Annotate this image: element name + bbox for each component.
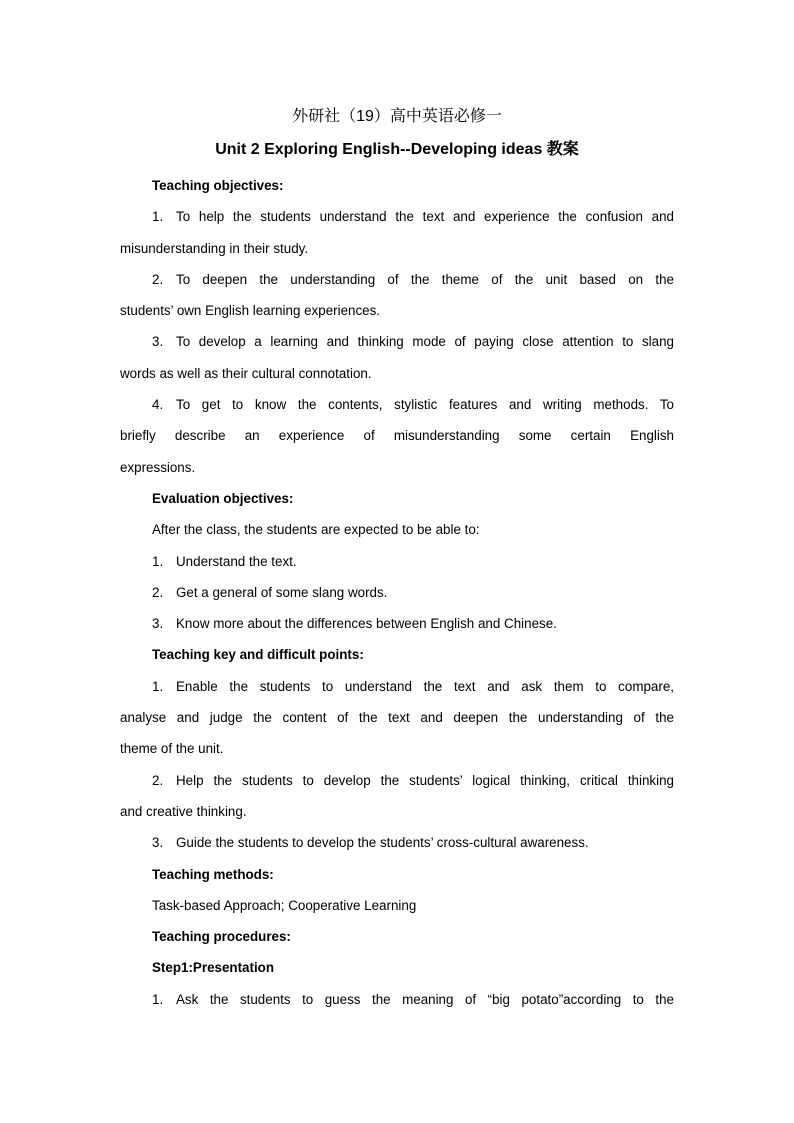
list-number: 3. [152, 334, 164, 350]
list-number: 3. [152, 616, 164, 632]
key-point-2-line-2: and creative thinking. [120, 803, 247, 819]
key-point-text: Guide the students to develop the students’ cross-cultural awareness. [176, 835, 589, 851]
teaching-methods-text: Task-based Approach; Cooperative Learning [152, 897, 417, 913]
objective-text: To get to know the contents, stylistic features and writing methods. To [176, 397, 674, 413]
list-number: 3. [152, 835, 164, 851]
document-page [120, 104, 674, 1015]
list-number: 1. [152, 209, 164, 225]
step1-heading: Step1:Presentation [152, 960, 275, 976]
evaluation-text: Know more about the differences between English and Chinese. [176, 616, 557, 632]
procedure-item-1-line-1 [120, 984, 674, 1015]
objective-2-line-2: students’ own English learning experiences. [120, 303, 381, 319]
key-points-heading: Teaching key and difficult points: [152, 647, 364, 663]
key-point-3-line-1 [120, 827, 674, 858]
list-number: 1. [152, 553, 164, 569]
teaching-objectives-heading: Teaching objectives: [152, 178, 284, 193]
document-subtitle: Unit 2 Exploring English--Developing ideas 教案 [215, 141, 579, 158]
objective-1-line-1 [120, 201, 674, 232]
list-number: 2. [152, 271, 164, 287]
key-point-text: Help the students to develop the students’ logical thinking, critical thinking [176, 772, 674, 788]
objective-3-line-2: words as well as their cultural connotation. [120, 365, 372, 381]
list-number: 1. [152, 991, 164, 1007]
objective-text: To help the students understand the text and experience the confusion and [176, 209, 674, 225]
teaching-methods-heading: Teaching methods: [152, 866, 274, 882]
objective-4-line-3: expressions. [120, 459, 196, 475]
key-point-1-line-1 [120, 671, 674, 702]
evaluation-item-3 [120, 608, 674, 639]
list-number: 1. [152, 678, 164, 694]
key-point-1-line-3: theme of the unit. [120, 741, 224, 757]
teaching-procedures-heading: Teaching procedures: [152, 929, 291, 945]
objective-text: To deepen the understanding of the theme of the unit based on the [176, 271, 674, 287]
key-point-2-line-1 [120, 765, 674, 796]
evaluation-text: Get a general of some slang words. [176, 584, 388, 600]
procedure-text: Ask the students to guess the meaning of “big potato”according to the [176, 991, 674, 1007]
document-title: 外研社（19）高中英语必修一 [292, 108, 502, 125]
list-number: 2. [152, 772, 164, 788]
evaluation-text: Understand the text. [176, 553, 297, 569]
objective-2-line-1 [120, 264, 674, 295]
evaluation-intro: After the class, the students are expected to be able to: [152, 522, 480, 538]
key-point-text: Enable the students to understand the text and ask them to compare, [176, 678, 674, 694]
evaluation-item-2 [120, 577, 674, 608]
evaluation-objectives-heading: Evaluation objectives: [152, 490, 294, 506]
list-number: 4. [152, 397, 164, 413]
objective-3-line-1 [120, 326, 674, 357]
key-point-1-line-2: analyse and judge the content of the text and deepen the understanding of the [120, 710, 674, 726]
objective-4-line-1 [120, 389, 674, 420]
objective-4-line-2: briefly describe an experience of misunderstanding some certain English [120, 428, 674, 444]
evaluation-item-1 [120, 546, 674, 577]
objective-1-line-2: misunderstanding in their study. [120, 240, 309, 256]
list-number: 2. [152, 584, 164, 600]
objective-text: To develop a learning and thinking mode of paying close attention to slang [176, 334, 674, 350]
